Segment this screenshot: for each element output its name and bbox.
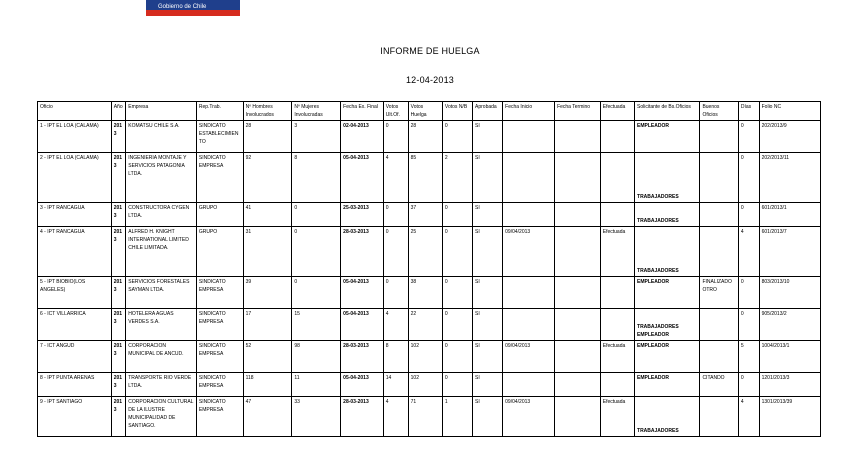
- table-cell: [555, 397, 601, 437]
- table-cell: 1: [442, 397, 472, 437]
- table-cell: 0: [383, 121, 408, 153]
- table-row: [38, 341, 821, 373]
- table-cell: SINDICATO EMPRESA: [196, 397, 243, 437]
- header-row: [38, 102, 821, 121]
- table-cell: 05-04-2013: [341, 153, 384, 203]
- table-cell: 98: [292, 341, 341, 373]
- column-header: Días: [738, 102, 759, 121]
- table-cell: 601/2013/1: [759, 203, 820, 227]
- table-cell: EMPLEADOR: [635, 341, 700, 373]
- column-header: Fecha Inicio: [503, 102, 555, 121]
- table-cell: [600, 277, 634, 309]
- table-cell: CORPORACION MUNICIPAL DE ANCUD.: [126, 341, 197, 373]
- table-cell: CITANDO: [700, 373, 738, 397]
- table-cell: SI: [473, 227, 503, 277]
- table-row: [38, 277, 821, 309]
- table-cell: [503, 373, 555, 397]
- table-cell: 9 - IPT SANTIAGO: [38, 397, 112, 437]
- column-header: Fecha Termino: [555, 102, 601, 121]
- table-cell: 0: [738, 309, 759, 341]
- table-cell: 8: [383, 341, 408, 373]
- table-cell: 102: [408, 373, 442, 397]
- table-cell: Efectuada: [600, 341, 634, 373]
- column-header: Aprobada: [473, 102, 503, 121]
- table-cell: EMPLEADOR: [635, 373, 700, 397]
- table-cell: 0: [738, 373, 759, 397]
- table-cell: SI: [473, 203, 503, 227]
- table-cell: 38: [408, 277, 442, 309]
- table-cell: TRABAJADORES: [635, 227, 700, 277]
- table-cell: 1201/2013/3: [759, 373, 820, 397]
- table-cell: 2013: [111, 309, 126, 341]
- table-cell: 52: [243, 341, 292, 373]
- table-cell: [700, 203, 738, 227]
- table-cell: 05-04-2013: [341, 309, 384, 341]
- table-row: [38, 309, 821, 341]
- table-cell: SI: [473, 121, 503, 153]
- table-cell: 4: [738, 397, 759, 437]
- table-cell: 4: [383, 397, 408, 437]
- column-header: Solicitante de Bs.Oficios: [635, 102, 700, 121]
- table-cell: 0: [442, 227, 472, 277]
- column-header: Folio NC: [759, 102, 820, 121]
- table-body: [38, 121, 821, 437]
- table-cell: 5 - IPT BIOBIO(LOS ANGELES): [38, 277, 112, 309]
- table-cell: EMPLEADOR: [635, 121, 700, 153]
- column-header: Votos N/B: [442, 102, 472, 121]
- table-cell: 0: [442, 121, 472, 153]
- table-cell: 0: [738, 153, 759, 203]
- table-cell: 2013: [111, 341, 126, 373]
- table-cell: 09/04/2013: [503, 397, 555, 437]
- table-cell: [700, 397, 738, 437]
- table-cell: 28-03-2013: [341, 227, 384, 277]
- column-header: Nº Hombres Involucrados: [243, 102, 292, 121]
- table-cell: ALFRED H. KNIGHT INTERNATIONAL LIMITED CHILE LIMITADA.: [126, 227, 197, 277]
- table-cell: [555, 277, 601, 309]
- table-cell: [503, 309, 555, 341]
- logo-flag-stripe: [146, 10, 240, 16]
- table-cell: 4: [383, 309, 408, 341]
- table-cell: Efectuada: [600, 227, 634, 277]
- table-cell: SI: [473, 373, 503, 397]
- table-cell: 2013: [111, 153, 126, 203]
- table-cell: 4 - IPT RANCAGUA: [38, 227, 112, 277]
- column-header: Fecha Ex. Final: [341, 102, 384, 121]
- table-cell: 0: [292, 203, 341, 227]
- table-cell: SINDICATO EMPRESA: [196, 341, 243, 373]
- table-cell: [555, 341, 601, 373]
- table-cell: 31: [243, 227, 292, 277]
- table-cell: [555, 227, 601, 277]
- table-cell: SI: [473, 309, 503, 341]
- column-header: Votos Huelga: [408, 102, 442, 121]
- table-cell: TRABAJADORES: [635, 397, 700, 437]
- table-cell: 2 - IPT EL LOA (CALAMA): [38, 153, 112, 203]
- table-cell: 8: [292, 153, 341, 203]
- table-row: [38, 121, 821, 153]
- table-cell: [600, 309, 634, 341]
- column-header: Rep.Trab.: [196, 102, 243, 121]
- table-cell: [503, 153, 555, 203]
- table-cell: 2: [442, 153, 472, 203]
- table-cell: [700, 341, 738, 373]
- table-cell: [503, 277, 555, 309]
- table-row: [38, 373, 821, 397]
- table-cell: 0: [383, 227, 408, 277]
- table-cell: 0: [738, 277, 759, 309]
- table-cell: 5: [738, 341, 759, 373]
- table-cell: 33: [292, 397, 341, 437]
- table-cell: EMPLEADOR: [635, 277, 700, 309]
- table-cell: SINDICATO EMPRESA: [196, 309, 243, 341]
- table-cell: 25: [408, 227, 442, 277]
- table-cell: 4: [383, 153, 408, 203]
- table-cell: 15: [292, 309, 341, 341]
- table-cell: [555, 373, 601, 397]
- table-cell: [700, 309, 738, 341]
- table-cell: 2013: [111, 277, 126, 309]
- column-header: Buenos Oficios: [700, 102, 738, 121]
- table-cell: 1004/2013/1: [759, 341, 820, 373]
- strike-report-table: [37, 101, 821, 437]
- column-header: Votos Ult.Of.: [383, 102, 408, 121]
- table-cell: SINDICATO EMPRESA: [196, 373, 243, 397]
- table-cell: KOMATSU CHILE S.A.: [126, 121, 197, 153]
- table-cell: 14: [383, 373, 408, 397]
- table-cell: FINALIZADO OTRO: [700, 277, 738, 309]
- table-cell: [700, 153, 738, 203]
- table-cell: 0: [442, 277, 472, 309]
- table-cell: [555, 153, 601, 203]
- logo-text: Gobierno de Chile: [158, 4, 207, 10]
- table-cell: SI: [473, 341, 503, 373]
- table-cell: 71: [408, 397, 442, 437]
- table-cell: 39: [243, 277, 292, 309]
- table-cell: 02-04-2013: [341, 121, 384, 153]
- table-cell: 09/04/2013: [503, 227, 555, 277]
- table-cell: 05-04-2013: [341, 277, 384, 309]
- table-cell: 3: [292, 121, 341, 153]
- table-cell: 2013: [111, 373, 126, 397]
- column-header: Efectuada: [600, 102, 634, 121]
- table-cell: 0: [738, 203, 759, 227]
- table-cell: 2013: [111, 121, 126, 153]
- table-header: [38, 102, 821, 121]
- table-cell: CORPORACION CULTURAL DE LA ILUSTRE MUNICIPALIDAD DE SANTIAGO.: [126, 397, 197, 437]
- table-cell: [700, 227, 738, 277]
- table-cell: 05-04-2013: [341, 373, 384, 397]
- table-cell: INGENIERIA MONTAJE Y SERVICIOS PATAGONIA LTDA.: [126, 153, 197, 203]
- table-cell: 37: [408, 203, 442, 227]
- table-cell: [700, 121, 738, 153]
- table-cell: 28: [408, 121, 442, 153]
- table-cell: SI: [473, 153, 503, 203]
- table-cell: SERVICIOS FORESTALES SAYMAN LTDA.: [126, 277, 197, 309]
- table-cell: HOTELERA AGUAS VERDES S.A.: [126, 309, 197, 341]
- table-cell: 2013: [111, 203, 126, 227]
- table-cell: [600, 373, 634, 397]
- table-cell: [555, 309, 601, 341]
- table-cell: 0: [383, 203, 408, 227]
- column-header: Año: [111, 102, 126, 121]
- report-date: 12-04-2013: [405, 75, 455, 85]
- table-cell: SINDICATO ESTABLECIMIENTO: [196, 121, 243, 153]
- table-cell: 803/2013/10: [759, 277, 820, 309]
- table-cell: 0: [383, 277, 408, 309]
- table-cell: 202/2013/11: [759, 153, 820, 203]
- table-cell: SI: [473, 397, 503, 437]
- table-cell: TRABAJADORES EMPLEADOR: [635, 309, 700, 341]
- column-header: Oficio: [38, 102, 112, 121]
- table-cell: 0: [442, 373, 472, 397]
- table-cell: 8 - IPT PUNTA ARENAS: [38, 373, 112, 397]
- table-cell: [555, 203, 601, 227]
- table-cell: Efectuada: [600, 397, 634, 437]
- table-cell: 202/2013/9: [759, 121, 820, 153]
- table-row: [38, 203, 821, 227]
- table-cell: [600, 153, 634, 203]
- table-cell: 905/2013/2: [759, 309, 820, 341]
- table-row: [38, 397, 821, 437]
- table-cell: SINDICATO EMPRESA: [196, 277, 243, 309]
- table-cell: 28: [243, 121, 292, 153]
- column-header: Nº Mujeres Involucradas: [292, 102, 341, 121]
- table-cell: [503, 203, 555, 227]
- table-cell: [555, 121, 601, 153]
- table-cell: 92: [243, 153, 292, 203]
- gobierno-de-chile-logo: [146, 0, 240, 16]
- table-cell: 0: [738, 121, 759, 153]
- table-cell: 22: [408, 309, 442, 341]
- table-cell: 25-03-2013: [341, 203, 384, 227]
- table-cell: 4: [738, 227, 759, 277]
- table-cell: 1301/2013/39: [759, 397, 820, 437]
- table-cell: 6 - ICT VILLARRICA: [38, 309, 112, 341]
- table-cell: 17: [243, 309, 292, 341]
- table-cell: TRANSPORTE RIO VERDE LTDA.: [126, 373, 197, 397]
- table-cell: 41: [243, 203, 292, 227]
- table-cell: 0: [292, 277, 341, 309]
- table-row: [38, 227, 821, 277]
- table-cell: SINDICATO EMPRESA: [196, 153, 243, 203]
- table-cell: [600, 203, 634, 227]
- table-row: [38, 153, 821, 203]
- table-cell: SI: [473, 277, 503, 309]
- table-cell: GRUPO: [196, 203, 243, 227]
- table-cell: CONSTRUCTORA CYGEN LTDA.: [126, 203, 197, 227]
- table-cell: 11: [292, 373, 341, 397]
- table-cell: [503, 121, 555, 153]
- table-cell: 28-03-2013: [341, 341, 384, 373]
- table-cell: 2013: [111, 227, 126, 277]
- table-cell: 118: [243, 373, 292, 397]
- table-cell: 1 - IPT EL LOA (CALAMA): [38, 121, 112, 153]
- table-cell: 85: [408, 153, 442, 203]
- table-cell: 102: [408, 341, 442, 373]
- table-cell: 28-03-2013: [341, 397, 384, 437]
- column-header: Empresa: [126, 102, 197, 121]
- table-cell: TRABAJADORES: [635, 153, 700, 203]
- table-cell: GRUPO: [196, 227, 243, 277]
- table-cell: [600, 121, 634, 153]
- table-cell: 0: [442, 309, 472, 341]
- table-cell: 7 - ICT ANGUD: [38, 341, 112, 373]
- table-cell: 47: [243, 397, 292, 437]
- table-cell: 3 - IPT RANCAGUA: [38, 203, 112, 227]
- table-cell: 09/04/2013: [503, 341, 555, 373]
- table-cell: 2013: [111, 397, 126, 437]
- table-cell: 0: [292, 227, 341, 277]
- table-cell: TRABAJADORES: [635, 203, 700, 227]
- table-cell: 0: [442, 203, 472, 227]
- report-title: INFORME DE HUELGA: [380, 46, 480, 56]
- table-cell: 0: [442, 341, 472, 373]
- table-cell: 601/2013/7: [759, 227, 820, 277]
